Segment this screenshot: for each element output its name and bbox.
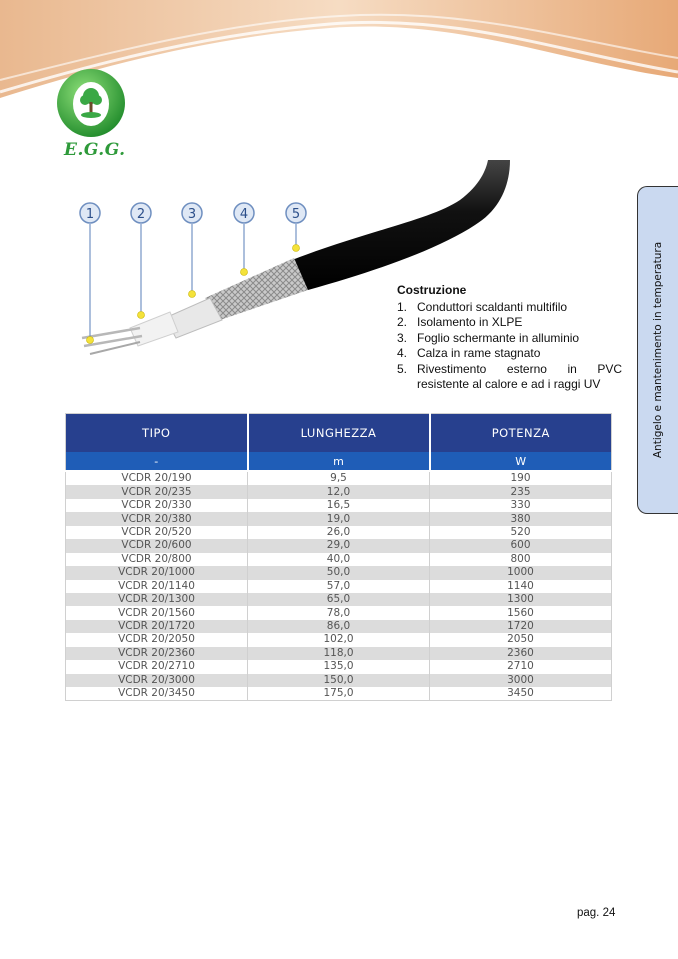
table-cell: 118,0 xyxy=(248,647,430,660)
construction-section xyxy=(397,283,622,393)
table-cell: 330 xyxy=(430,499,612,512)
unit-lunghezza: m xyxy=(248,452,430,471)
table-row xyxy=(66,620,612,633)
table-cell: 800 xyxy=(430,553,612,566)
table-row xyxy=(66,553,612,566)
side-category-tab[interactable] xyxy=(637,186,678,514)
brand-name: E.G.G. xyxy=(64,140,126,160)
table-cell: VCDR 20/520 xyxy=(66,526,248,539)
cable-marker-1 xyxy=(80,203,100,223)
table-row xyxy=(66,674,612,687)
column-header-lunghezza: LUNGHEZZA xyxy=(248,414,430,453)
table-cell: 1300 xyxy=(430,593,612,606)
table-cell: 2710 xyxy=(430,660,612,673)
table-cell: 9,5 xyxy=(248,471,430,485)
table-cell: 78,0 xyxy=(248,606,430,619)
table-cell: 57,0 xyxy=(248,580,430,593)
svg-text:5: 5 xyxy=(291,207,301,222)
table-cell: 520 xyxy=(430,526,612,539)
table-cell: 40,0 xyxy=(248,553,430,566)
table-row xyxy=(66,512,612,525)
table-cell: VCDR 20/3000 xyxy=(66,674,248,687)
construction-item: 1. Conduttori scaldanti multifilo xyxy=(397,299,568,314)
construction-title: Costruzione xyxy=(397,283,467,297)
svg-text:1: 1 xyxy=(85,207,95,222)
unit-tipo: - xyxy=(66,452,248,471)
page-number: pag. 24 xyxy=(577,907,616,919)
table-cell: 102,0 xyxy=(248,633,430,646)
table-cell: 2360 xyxy=(430,647,612,660)
table-row xyxy=(66,633,612,646)
table-row xyxy=(66,687,612,701)
table-cell: 2050 xyxy=(430,633,612,646)
side-tab-label: Antigelo e mantenimento in temperatura xyxy=(652,241,664,459)
svg-text:2: 2 xyxy=(136,207,146,222)
table-cell: 65,0 xyxy=(248,593,430,606)
table-row xyxy=(66,499,612,512)
table-cell: 1560 xyxy=(430,606,612,619)
table-cell: VCDR 20/330 xyxy=(66,499,248,512)
table-cell: 150,0 xyxy=(248,674,430,687)
table-cell: VCDR 20/600 xyxy=(66,539,248,552)
construction-item: 2. Isolamento in XLPE xyxy=(397,315,523,329)
table-cell: VCDR 20/235 xyxy=(66,485,248,498)
construction-item: 5. Rivestimento esterno in PVC resistente al calore e ad i raggi UV xyxy=(397,361,622,391)
table-cell: 3450 xyxy=(430,687,612,701)
table-cell: 12,0 xyxy=(248,485,430,498)
table-cell: 190 xyxy=(430,471,612,485)
table-row xyxy=(66,580,612,593)
table-row xyxy=(66,593,612,606)
table-cell: 16,5 xyxy=(248,499,430,512)
construction-list xyxy=(397,300,622,393)
table-cell: 3000 xyxy=(430,674,612,687)
product-table xyxy=(65,413,612,701)
table-cell: VCDR 20/1560 xyxy=(66,606,248,619)
cable-jacket xyxy=(292,160,510,290)
column-header-tipo: TIPO xyxy=(66,414,248,453)
table-cell: 86,0 xyxy=(248,620,430,633)
table-row xyxy=(66,566,612,579)
table-cell: VCDR 20/1720 xyxy=(66,620,248,633)
egg-logo-icon xyxy=(56,68,126,138)
table-cell: 175,0 xyxy=(248,687,430,701)
table-cell: VCDR 20/380 xyxy=(66,512,248,525)
table-cell: VCDR 20/1300 xyxy=(66,593,248,606)
table-cell: VCDR 20/2710 xyxy=(66,660,248,673)
column-header-potenza: POTENZA xyxy=(430,414,612,453)
table-cell: VCDR 20/2050 xyxy=(66,633,248,646)
table-cell: VCDR 20/1000 xyxy=(66,566,248,579)
table-cell: VCDR 20/3450 xyxy=(66,687,248,701)
table-cell: 1140 xyxy=(430,580,612,593)
table-row xyxy=(66,647,612,660)
table-cell: 29,0 xyxy=(248,539,430,552)
construction-item: 4. Calza in rame stagnato xyxy=(397,346,541,360)
cable-marker-4 xyxy=(234,203,254,223)
construction-item: 3. Foglio schermante in alluminio xyxy=(397,330,580,345)
table-cell: VCDR 20/2360 xyxy=(66,647,248,660)
unit-potenza: W xyxy=(430,452,612,471)
table-cell: 19,0 xyxy=(248,512,430,525)
table-cell: 1720 xyxy=(430,620,612,633)
cable-braid xyxy=(205,258,308,320)
svg-text:3: 3 xyxy=(187,207,197,222)
table-row xyxy=(66,539,612,552)
svg-text:4: 4 xyxy=(239,207,249,222)
table-cell: 1000 xyxy=(430,566,612,579)
table-cell: 50,0 xyxy=(248,566,430,579)
table-cell: VCDR 20/190 xyxy=(66,471,248,485)
table-cell: 235 xyxy=(430,485,612,498)
table-row xyxy=(66,471,612,485)
table-row xyxy=(66,606,612,619)
table-cell: 380 xyxy=(430,512,612,525)
table-cell: 600 xyxy=(430,539,612,552)
table-row xyxy=(66,660,612,673)
table-cell: 135,0 xyxy=(248,660,430,673)
cable-marker-5 xyxy=(286,203,306,223)
cable-marker-3 xyxy=(182,203,202,223)
table-row xyxy=(66,526,612,539)
table-row xyxy=(66,485,612,498)
table-cell: VCDR 20/800 xyxy=(66,553,248,566)
table-cell: VCDR 20/1140 xyxy=(66,580,248,593)
cable-marker-2 xyxy=(131,203,151,223)
table-cell: 26,0 xyxy=(248,526,430,539)
